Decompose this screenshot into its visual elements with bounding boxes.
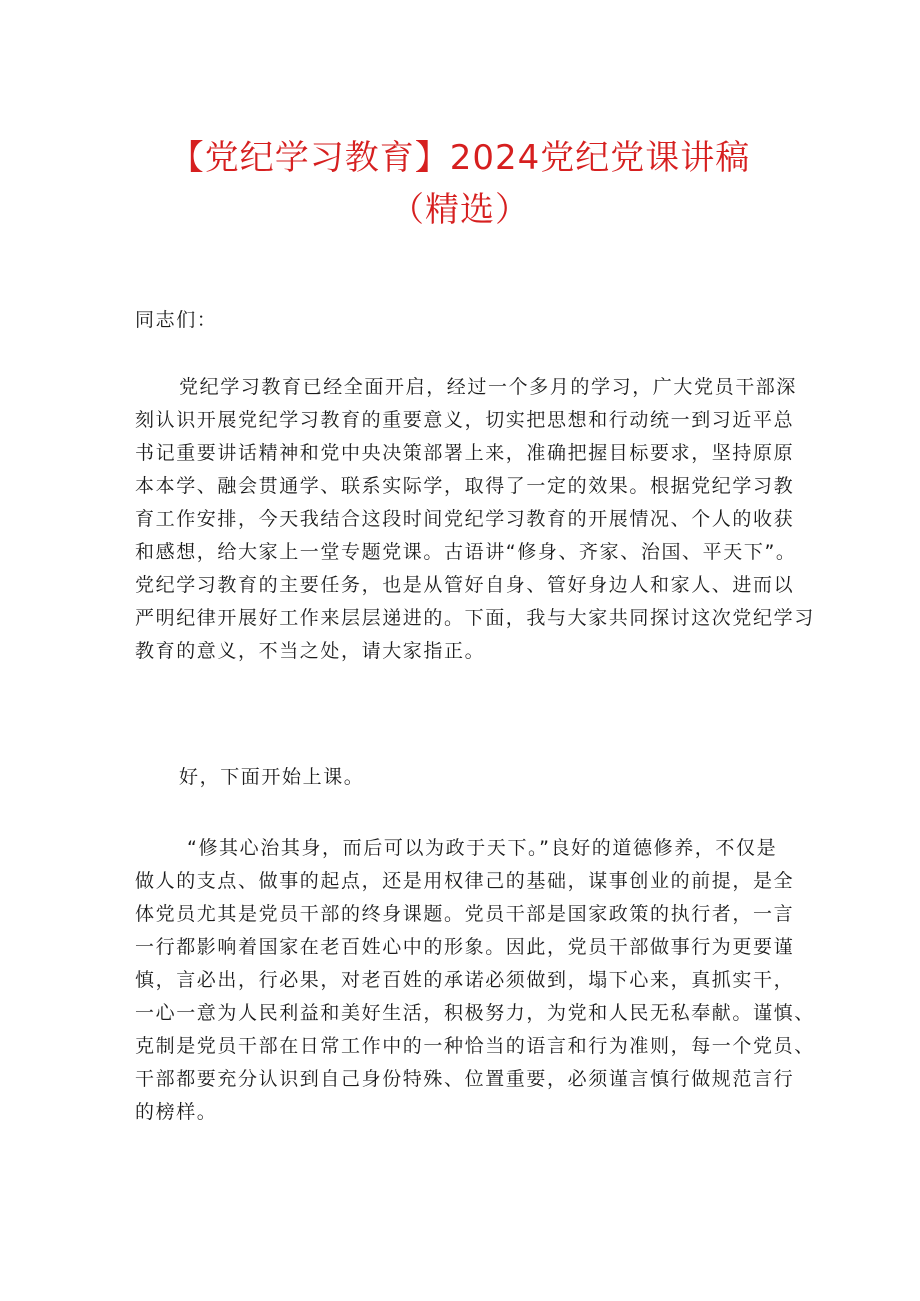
paragraph-line: 书记重要讲话精神和党中央决策部署上来，准确把握目标要求，坚持原原 [135,442,795,464]
paragraph-line: “修其心治其身，而后可以为政于天下。”良好的道德修养，不仅是 [187,837,778,859]
paragraph-line: 克制是党员干部在日常工作中的一种恰当的语言和行为准则，每一个党员、 [135,1035,815,1057]
document-title: 【党纪学习教育】2024党纪党课讲稿 [169,138,751,178]
paragraph-line: 和感想，给大家上一堂专题党课。古语讲“修身、齐家、治国、平天下”。 [135,541,797,563]
paragraph-line: 的榜样。 [135,1101,218,1123]
paragraph-intro [135,371,815,668]
paragraph-line: 好，下面开始上课。 [179,766,365,788]
salutation [135,304,795,337]
document-subtitle: （精选） [390,190,530,230]
paragraph-line: 刻认识开展党纪学习教育的重要意义，切实把思想和行动统一到习近平总 [135,409,795,431]
paragraph-line: 慎，言必出，行必果，对老百姓的承诺必须做到，塌下心来，真抓实干， [135,969,795,991]
paragraph-body [135,832,815,1129]
paragraph-line: 做人的支点、做事的起点，还是用权律己的基础，谋事创业的前提，是全 [135,870,795,892]
paragraph-start [135,761,795,794]
paragraph-line: 严明纪律开展好工作来层层递进的。下面，我与大家共同探讨这次党纪学习 [135,607,815,629]
paragraph-line: 一心一意为人民利益和美好生活，积极努力，为党和人民无私奉献。谨慎、 [135,1002,815,1024]
paragraph-line: 育工作安排，今天我结合这段时间党纪学习教育的开展情况、个人的收获 [135,508,795,530]
paragraph-line: 党纪学习教育的主要任务，也是从管好自身、管好身边人和家人、进而以 [135,574,795,596]
paragraph-line: 教育的意义，不当之处，请大家指正。 [135,640,486,662]
paragraph-line: 一行都影响着国家在老百姓心中的形象。因此，党员干部做事行为更要谨 [135,936,795,958]
salutation-text: 同志们： [135,309,218,331]
paragraph-line: 本本学、融会贯通学、联系实际学，取得了一定的效果。根据党纪学习教 [135,475,795,497]
paragraph-line: 党纪学习教育已经全面开启，经过一个多月的学习，广大党员干部深 [179,376,798,398]
paragraph-line: 体党员尤其是党员干部的终身课题。党员干部是国家政策的执行者，一言 [135,903,795,925]
paragraph-line: 干部都要充分认识到自己身份特殊、位置重要，必须谨言慎行做规范言行 [135,1068,795,1090]
